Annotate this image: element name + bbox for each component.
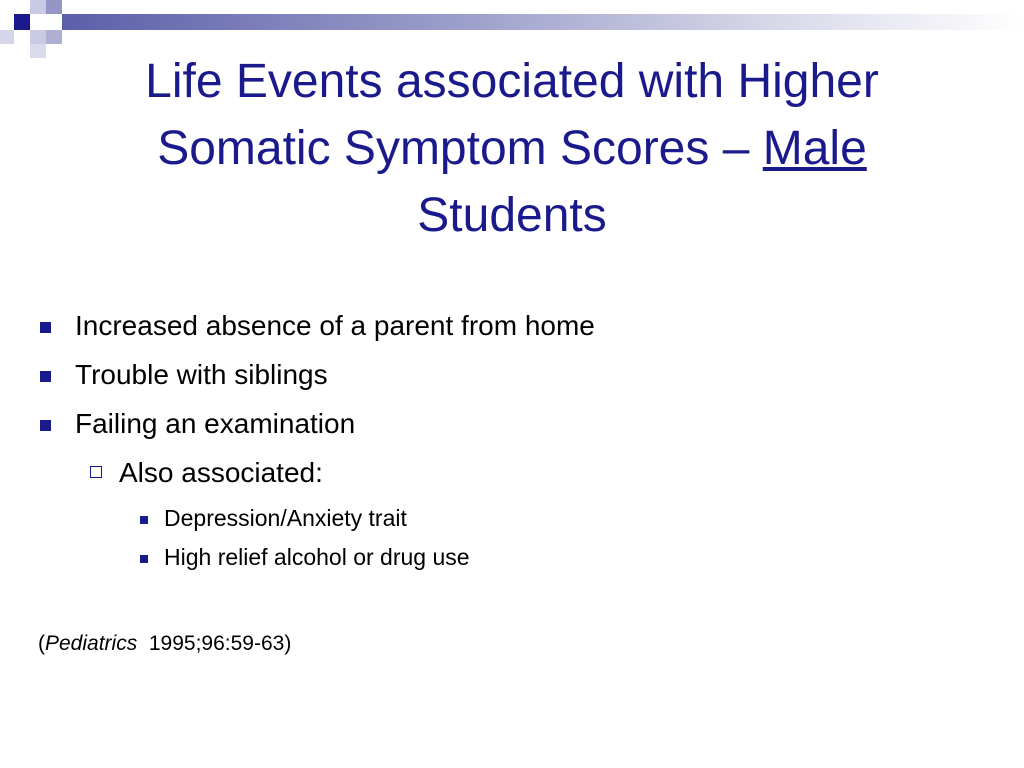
sub-bullet-text: Also associated: [119, 457, 323, 488]
bullet-text: Trouble with siblings [75, 359, 328, 390]
bullet-text: Increased absence of a parent from home [75, 310, 595, 341]
sub-sub-bullet-text: High relief alcohol or drug use [164, 544, 470, 570]
citation-journal: Pediatrics [45, 632, 138, 655]
small-square-bullet-icon [140, 516, 148, 524]
title-line-1: Life Events associated with Higher [145, 55, 879, 108]
small-square-bullet-icon [140, 555, 148, 563]
deco-square-dark [14, 14, 30, 30]
deco-square-light [30, 30, 46, 44]
deco-square-light [46, 0, 62, 14]
citation-open: ( [38, 632, 45, 655]
square-bullet-icon [40, 371, 51, 382]
square-bullet-icon [40, 322, 51, 333]
square-bullet-icon [40, 420, 51, 431]
deco-square-light [0, 30, 14, 44]
deco-square-light [30, 0, 46, 14]
citation-details: 1995;96:59-63) [148, 632, 292, 655]
title-emphasis-male: Male [762, 122, 867, 175]
bullet-text: Failing an examination [75, 408, 356, 439]
sub-sub-bullet-text: Depression/Anxiety trait [164, 505, 407, 531]
title-line-2 [40, 115, 984, 182]
hollow-square-bullet-icon [90, 466, 102, 478]
top-gradient-bar [62, 14, 1024, 30]
title-line-2-text: Somatic Symptom Scores – [157, 122, 763, 175]
deco-square-light [46, 30, 62, 44]
slide-title [40, 48, 984, 249]
title-line-3: Students [417, 189, 607, 242]
citation [38, 632, 291, 656]
